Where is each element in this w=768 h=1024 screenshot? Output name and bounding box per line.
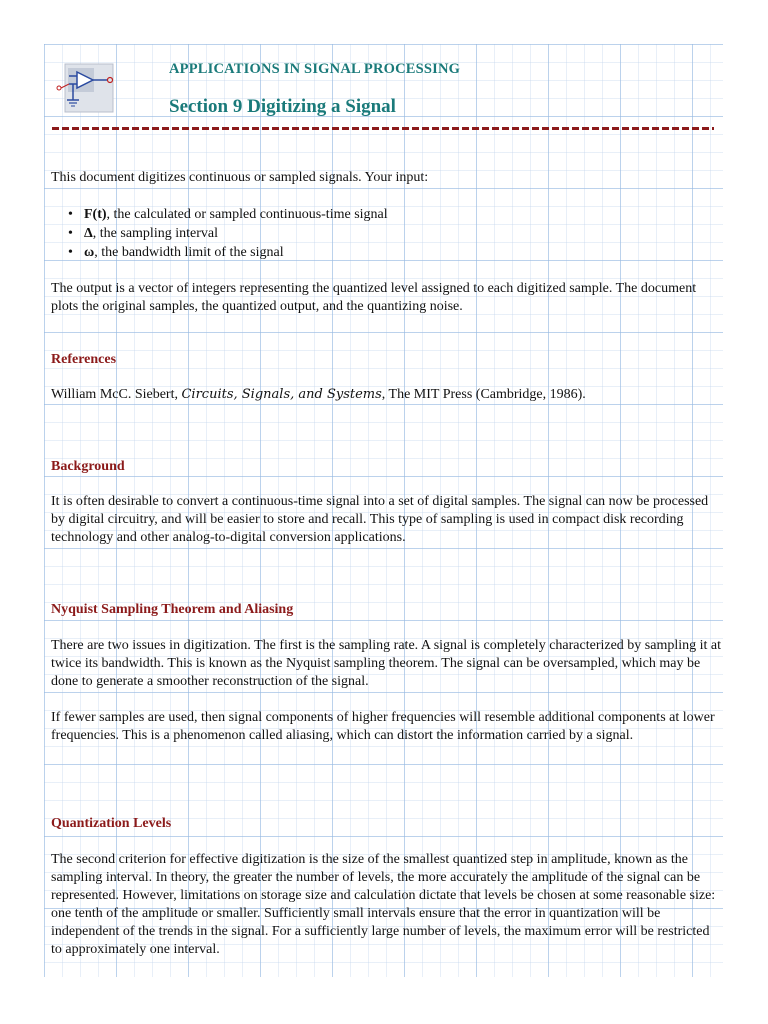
- background-text: It is often desirable to convert a continuous-time signal into a set of digital samples. The signal can now be processed by digital circuitry, and will be easier to store and recall. This type of sampling is used in compact disk recording technology and other analog-to-digital conversion applications.: [51, 494, 709, 545]
- document-series-title: APPLICATIONS IN SIGNAL PROCESSING: [169, 61, 461, 77]
- references-heading: References: [51, 352, 117, 367]
- nyquist-paragraph-1: There are two issues in digitization. The first is the sampling rate. A signal is completely characterized by sampling it at twice its bandwidth. This is known as the Nyquist sampling theorem. The signal can be oversampled, which may be done to generate a smoother reconstruction of the signal.: [51, 638, 722, 689]
- list-item: [68, 224, 388, 243]
- page-title: Section 9 Digitizing a Signal: [169, 96, 396, 117]
- bullet-text: , the sampling interval: [92, 226, 218, 241]
- reference-book-title: Circuits, Signals, and Systems: [181, 387, 382, 402]
- list-item: [68, 243, 388, 262]
- list-item: [68, 205, 388, 224]
- reference-entry: [51, 386, 723, 404]
- nyquist-heading: Nyquist Sampling Theorem and Aliasing: [51, 602, 294, 617]
- quantization-text: The second criterion for effective digitization is the size of the smallest quantized step in amplitude, known as the sampling interval. In theory, the greater the number of levels, the more accurately the amplitude of the signal can be represented. However, limitations on storage size and calculation dictate that levels be chosen at some reasonable size: one tenth of the amplitude or smaller. Sufficiently small intervals ensure that the error in quantization will be independent of the trends in the signal. For a sufficiently large number of levels, the maximum error will be restricted to approximately one interval.: [51, 852, 716, 957]
- bullet-symbol: ω: [84, 245, 95, 260]
- bullet-symbol: F(t): [84, 207, 107, 222]
- output-description: The output is a vector of integers representing the quantized level assigned to each digitized sample. The document plots the original samples, the quantized output, and the quantizing noise.: [51, 281, 697, 314]
- quantization-heading: Quantization Levels: [51, 816, 172, 831]
- nyquist-paragraph-2: If fewer samples are used, then signal components of higher frequencies will resemble additional components at lower frequencies. This is a phenomenon called aliasing, which can distort the information carried by a signal.: [51, 710, 715, 743]
- bullet-text: , the calculated or sampled continuous-time signal: [106, 207, 388, 222]
- background-heading: Background: [51, 459, 125, 474]
- signal-processing-logo: [55, 62, 115, 114]
- reference-author: William McC. Siebert,: [51, 387, 182, 402]
- reference-publisher: , The MIT Press (Cambridge, 1986).: [381, 387, 586, 402]
- header-divider: [52, 127, 714, 130]
- bullet-text: , the bandwidth limit of the signal: [94, 245, 284, 260]
- bullet-symbol: Δ: [84, 226, 93, 241]
- input-list: [68, 205, 388, 262]
- intro-text: This document digitizes continuous or sampled signals. Your input:: [51, 170, 429, 185]
